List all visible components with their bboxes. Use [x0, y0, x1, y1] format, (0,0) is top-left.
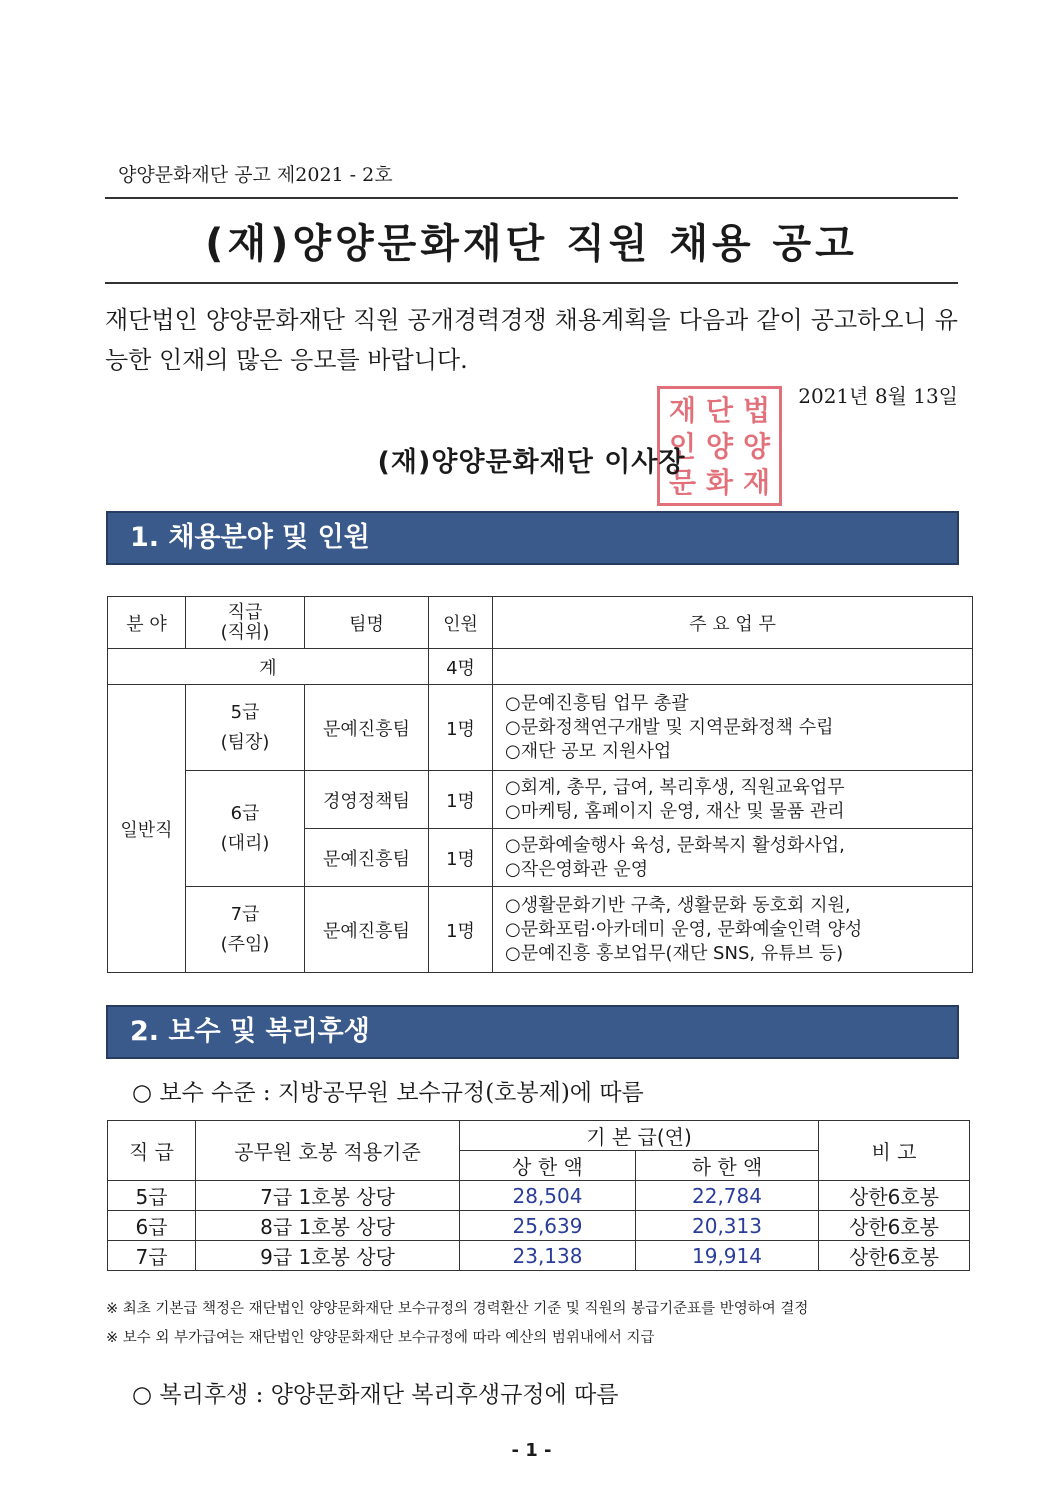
- header-grade-2: (직위): [220, 621, 270, 643]
- grade: 7급: [230, 903, 260, 925]
- header-field: 분 야: [108, 597, 186, 649]
- total-label: 계: [108, 649, 429, 685]
- duty-item: ○마케팅, 홈페이지 운영, 재산 및 물품 관리: [505, 800, 845, 822]
- seal-char: 문: [668, 466, 697, 499]
- seal-char: 재: [742, 466, 771, 499]
- count-cell: 1명: [429, 887, 493, 973]
- page-title: (재)양양문화재단 직원 채용 공고: [205, 221, 858, 267]
- salary-grade: 7급: [108, 1241, 196, 1271]
- note-2: ※ 보수 외 부가급여는 재단법인 양양문화재단 보수규정에 따라 예산의 범위내에서 지급: [106, 1330, 655, 1346]
- field-cell: 일반직: [108, 685, 186, 973]
- count-cell: 1명: [429, 685, 493, 771]
- seal-char: 법: [742, 394, 771, 427]
- issuer-name: (재)양양문화재단 이사장: [377, 447, 686, 478]
- salary-upper: 25,639: [460, 1211, 636, 1241]
- salary-lower: 22,784: [636, 1181, 819, 1211]
- salary-header-upper: 상 한 액: [460, 1151, 636, 1181]
- salary-grade: 5급: [108, 1181, 196, 1211]
- salary-header-standard: 공무원 호봉 적용기준: [196, 1121, 460, 1181]
- duty-item: ○문예진흥팀 업무 총괄: [505, 692, 689, 714]
- recruitment-table: [107, 596, 973, 973]
- salary-standard: 9급 1호봉 상당: [196, 1241, 460, 1271]
- intro-paragraph: 재단법인 양양문화재단 직원 공개경력경쟁 채용계획을 다음과 같이 공고하오니 유능한 인재의 많은 응모를 바랍니다.: [105, 306, 958, 374]
- table-row: [108, 685, 973, 771]
- duty-item: ○회계, 총무, 급여, 복리후생, 직원교육업무: [505, 776, 845, 798]
- table-row: [108, 887, 973, 973]
- salary-header-lower: 하 한 액: [636, 1151, 819, 1181]
- header-duty: 주 요 업 무: [493, 597, 973, 649]
- grade-cell: [186, 887, 305, 973]
- position: (대리): [220, 832, 270, 854]
- team-cell: 문예진흥팀: [305, 829, 429, 887]
- grade: 5급: [230, 701, 260, 723]
- section-2-header: 2. 보수 및 복리후생: [106, 1005, 959, 1059]
- position: (팀장): [220, 731, 270, 753]
- duty-item: ○작은영화관 운영: [505, 858, 649, 880]
- duty-item: ○문화예술행사 육성, 문화복지 활성화사업,: [505, 834, 845, 856]
- seal-char: 양: [705, 430, 734, 463]
- position: (주임): [220, 933, 270, 955]
- grade-cell: [186, 685, 305, 771]
- grade-cell: [186, 771, 305, 887]
- header-grade: [186, 597, 305, 649]
- salary-remark: 상한6호봉: [819, 1181, 970, 1211]
- duty-cell: [493, 685, 973, 771]
- salary-upper: 28,504: [460, 1181, 636, 1211]
- salary-lower: 20,313: [636, 1211, 819, 1241]
- table-header-row: [108, 597, 973, 649]
- seal-char: 인: [668, 430, 697, 463]
- table-row: [108, 1181, 970, 1211]
- salary-upper: 23,138: [460, 1241, 636, 1271]
- salary-standard: 8급 1호봉 상당: [196, 1211, 460, 1241]
- welfare-line: ○ 복리후생 : 양양문화재단 복리후생규정에 따름: [132, 1382, 619, 1408]
- header-grade-1: 직급: [227, 601, 263, 623]
- team-cell: 문예진흥팀: [305, 887, 429, 973]
- notice-number: 양양문화재단 공고 제2021 - 2호: [118, 164, 393, 186]
- table-row: [108, 1211, 970, 1241]
- duty-cell: [493, 771, 973, 829]
- total-count: 4명: [429, 649, 493, 685]
- duty-item: ○문화정책연구개발 및 지역문화정책 수립: [505, 716, 834, 738]
- salary-header-remark: 비 고: [819, 1121, 970, 1181]
- salary-table: [107, 1120, 970, 1271]
- table-row: [108, 771, 973, 829]
- seal-char: 화: [705, 466, 734, 499]
- duty-cell: [493, 887, 973, 973]
- table-row: [108, 1241, 970, 1271]
- salary-header-row: [108, 1121, 970, 1151]
- note-1: ※ 최초 기본급 책정은 재단법인 양양문화재단 보수규정의 경력환산 기준 및 직원의 봉급기준표를 반영하여 결정: [106, 1301, 809, 1317]
- count-cell: 1명: [429, 771, 493, 829]
- title-rule: [105, 282, 958, 284]
- page-number: - 1 -: [511, 1440, 552, 1461]
- salary-standard: 7급 1호봉 상당: [196, 1181, 460, 1211]
- duty-item: ○문예진흥 홍보업무(재단 SNS, 유튜브 등): [505, 942, 844, 964]
- total-row: [108, 649, 973, 685]
- duty-cell: [493, 829, 973, 887]
- salary-header-grade: 직 급: [108, 1121, 196, 1181]
- seal-char: 양: [742, 430, 771, 463]
- team-cell: 경영정책팀: [305, 771, 429, 829]
- top-rule: [105, 197, 958, 199]
- duty-item: ○생활문화기반 구축, 생활문화 동호회 지원,: [505, 894, 851, 916]
- total-duty: [493, 649, 973, 685]
- section-1-header: 1. 채용분야 및 인원: [106, 511, 959, 565]
- header-team: 팀명: [305, 597, 429, 649]
- notice-date: 2021년 8월 13일: [798, 384, 958, 408]
- salary-grade: 6급: [108, 1211, 196, 1241]
- salary-remark: 상한6호봉: [819, 1241, 970, 1271]
- team-cell: 문예진흥팀: [305, 685, 429, 771]
- seal-char: 단: [705, 394, 734, 427]
- header-count: 인원: [429, 597, 493, 649]
- salary-level-line: ○ 보수 수준 : 지방공무원 보수규정(호봉제)에 따름: [132, 1080, 644, 1106]
- count-cell: 1명: [429, 829, 493, 887]
- salary-remark: 상한6호봉: [819, 1211, 970, 1241]
- salary-lower: 19,914: [636, 1241, 819, 1271]
- duty-item: ○재단 공모 지원사업: [505, 740, 672, 762]
- seal-char: 재: [668, 394, 697, 427]
- salary-header-base: 기 본 급(연): [460, 1121, 819, 1151]
- duty-item: ○문화포럼·아카데미 운영, 문화예술인력 양성: [505, 918, 863, 940]
- grade: 6급: [230, 802, 260, 824]
